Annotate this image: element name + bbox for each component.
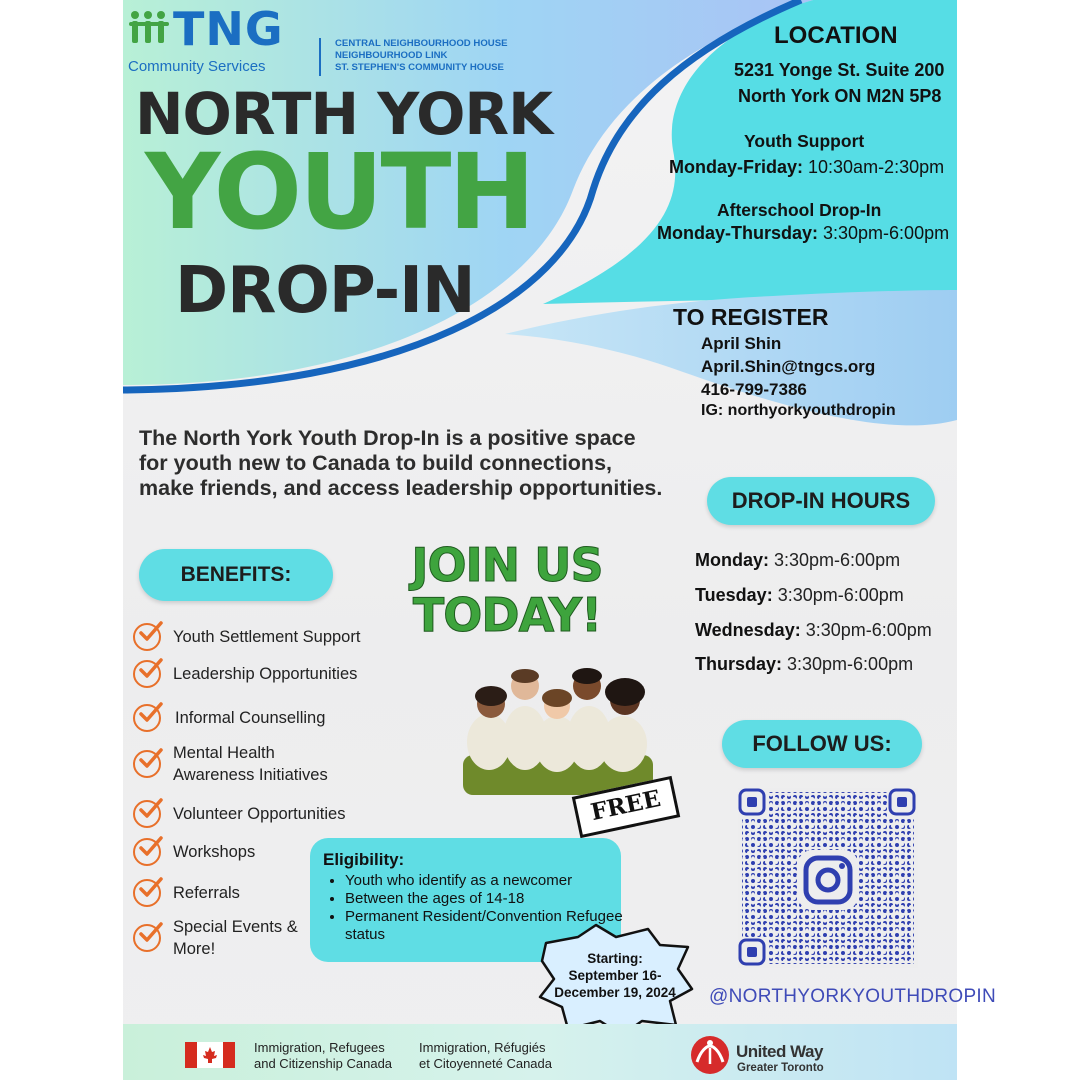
starting-dates: Starting: September 16- December 19, 2024 xyxy=(554,951,676,1000)
check-icon xyxy=(133,704,161,732)
register-name: April Shin xyxy=(701,334,782,353)
partner-item: NEIGHBOURHOOD LINK xyxy=(335,50,448,61)
qr-finder-tl xyxy=(738,788,768,818)
hours-row: Thursday: 3:30pm-6:00pm xyxy=(695,654,914,674)
benefit-item: Workshops xyxy=(133,838,255,866)
logo-subtitle: Community Services xyxy=(128,58,266,75)
check-icon xyxy=(133,879,161,907)
register-email[interactable]: April.Shin@tngcs.org xyxy=(701,357,876,376)
youth-support-hours: Monday-Friday: 10:30am-2:30pm xyxy=(669,157,945,177)
united-way-logo-icon xyxy=(689,1034,731,1076)
eligibility-heading: Eligibility: xyxy=(323,850,405,869)
partner-item: CENTRAL NEIGHBOURHOOD HOUSE xyxy=(335,38,508,49)
benefit-item: Youth Settlement Support xyxy=(133,623,360,651)
join-us-title: JOIN US TODAY! xyxy=(411,538,603,642)
canada-flag-icon xyxy=(185,1042,235,1068)
benefit-item: Informal Counselling xyxy=(133,704,325,732)
ircc-french: Immigration, Réfugiés et Citoyenneté Canada xyxy=(419,1040,552,1071)
location-heading: LOCATION xyxy=(774,22,898,49)
afterschool-hours: Monday-Thursday: 3:30pm-6:00pm xyxy=(657,223,950,243)
benefit-item: Special Events & More! xyxy=(133,916,298,960)
benefit-item: Referrals xyxy=(133,879,240,907)
title-north-york: NORTH YORK xyxy=(135,80,553,148)
register-phone[interactable]: 416-799-7386 xyxy=(701,380,807,399)
hours-row: Wednesday: 3:30pm-6:00pm xyxy=(695,620,932,640)
register-instagram[interactable]: IG: northyorkyouthdropin xyxy=(701,402,896,419)
afterschool-label: Afterschool Drop-In xyxy=(717,200,882,220)
benefit-item: Mental Health Awareness Initiatives xyxy=(133,742,328,786)
title-youth: YOUTH xyxy=(145,131,533,253)
united-way-region: Greater Toronto xyxy=(737,1062,824,1074)
partner-item: ST. STEPHEN'S COMMUNITY HOUSE xyxy=(335,62,504,73)
people-logo-icon xyxy=(129,10,169,46)
flyer xyxy=(123,0,997,1080)
eligibility-item: • Permanent Resident/Convention Refugee status xyxy=(345,908,635,944)
check-icon xyxy=(133,623,161,651)
follow-us-heading: FOLLOW US: xyxy=(722,720,922,768)
hours-row: Tuesday: 3:30pm-6:00pm xyxy=(695,585,904,605)
youth-group-illustration xyxy=(453,660,663,800)
check-icon xyxy=(133,800,161,828)
register-heading: TO REGISTER xyxy=(673,304,829,330)
title-drop-in: DROP-IN xyxy=(175,254,475,328)
check-icon xyxy=(133,750,161,778)
ircc-english: Immigration, Refugees and Citizenship Canada xyxy=(254,1040,393,1071)
eligibility-item: • Youth who identify as a newcomer xyxy=(345,872,635,890)
partner-list xyxy=(335,38,508,74)
address-line-2: North York ON M2N 5P8 xyxy=(738,86,942,106)
check-icon xyxy=(133,660,161,688)
drop-in-hours-heading: DROP-IN HOURS xyxy=(707,477,935,525)
check-icon xyxy=(133,838,161,866)
united-way-name: United Way xyxy=(736,1042,823,1061)
logo-divider xyxy=(319,38,321,76)
free-badge: FREE xyxy=(572,776,681,838)
benefit-item: Volunteer Opportunities xyxy=(133,800,345,828)
youth-support-label: Youth Support xyxy=(744,131,865,151)
instagram-qr-code[interactable] xyxy=(738,788,918,968)
hours-row: Monday: 3:30pm-6:00pm xyxy=(695,550,901,570)
logo-wordmark: TNG xyxy=(173,2,284,56)
eligibility-item: • Between the ages of 14-18 xyxy=(345,890,635,908)
benefits-heading: BENEFITS: xyxy=(139,549,333,601)
check-icon xyxy=(133,924,161,952)
instagram-handle[interactable]: @NORTHYORKYOUTHDROPIN xyxy=(709,986,997,1007)
benefit-item: Leadership Opportunities xyxy=(133,660,357,688)
address-line-1: 5231 Yonge St. Suite 200 xyxy=(734,60,945,80)
intro-text: The North York Youth Drop-In is a positive space for youth new to Canada to build connections, make friends, and access leadership opportunities. xyxy=(139,426,663,500)
